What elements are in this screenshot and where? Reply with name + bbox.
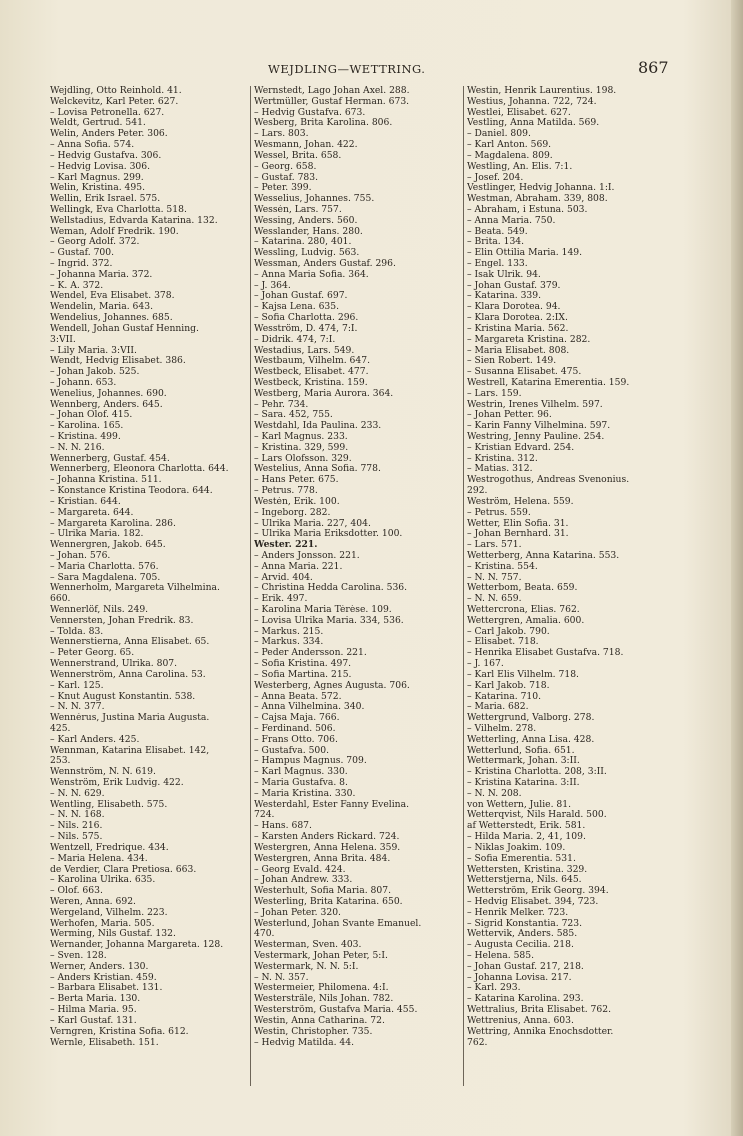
index-entry: Weman, Adolf Fredrik. 190. [50, 226, 179, 237]
index-entry: – Sara Magdalena. 705. [50, 572, 161, 583]
index-entry: – Karl Anton. 569. [467, 140, 552, 151]
index-entry: Westrell, Katarina Emerentia. 159. [467, 377, 630, 388]
index-entry: – Arvid. 404. [254, 572, 313, 583]
index-entry: Weren, Anna. 692. [50, 896, 136, 907]
index-entry: – Kristina. 499. [50, 432, 121, 442]
index-entry: – Lovisa Petronella. 627. [50, 107, 165, 118]
index-entry: – Kristina Katarina. 3:II. [467, 778, 580, 788]
index-entry: Wennergren, Jakob. 645. [50, 540, 166, 551]
index-entry: Wessén, Lars. 757. [254, 204, 342, 215]
index-entry: – Nils. 216. [50, 821, 103, 832]
index-entry: – Hedvig Gustafva. 306. [50, 150, 162, 161]
index-entry: Westerling, Brita Katarina. 650. [254, 896, 403, 907]
index-entry: Wettralius, Brita Elisabet. 762. [467, 1005, 611, 1016]
index-entry: – Karolina. 165. [50, 421, 124, 432]
index-entry: – Karl Magnus. 233. [254, 432, 348, 442]
index-entry: Wettrenius, Anna. 603. [467, 1015, 574, 1026]
index-entry: – Sara. 452, 755. [254, 410, 333, 421]
index-entry: – Karl. 293. [467, 983, 521, 994]
index-entry: – Carl Jakob. 790. [467, 626, 550, 637]
index-entry: Westman, Abraham. 339, 808. [467, 194, 608, 205]
index-entry: – Tolda. 83. [50, 626, 104, 637]
index-entry: – Georg. 658. [254, 161, 317, 172]
index-entry: – Anna Sofia. 574. [50, 140, 135, 151]
index-entry: af Wetterstedt, Erik. 581. [467, 821, 586, 832]
index-entry: Werner, Anders. 130. [50, 961, 149, 972]
index-entry: Vestlinger, Hedvig Johanna. 1:I. [467, 183, 615, 194]
index-entry: – Katarina. 339. [467, 291, 542, 302]
index-entry: Westbaum, Vilhelm. 647. [254, 356, 371, 367]
index-entry: Westerberg, Agnes Augusta. 706. [254, 680, 410, 691]
index-entry: Vestermark, Johan Peter, 5:I. [254, 951, 388, 961]
index-entry: Wernstedt, Lago Johan Axel. 288. [254, 86, 410, 96]
index-entry: – Markus. 215. [254, 626, 324, 637]
index-entry: – Johan Gustaf. 217, 218. [467, 961, 584, 972]
index-entry: – N. N. 659. [467, 594, 522, 605]
index-entry: Westergren, Anna Brita. 484. [254, 853, 391, 864]
index-entry: Wettervik, Anders. 585. [467, 929, 578, 940]
index-entry: Wennerholm, Margareta Vilhelmina. [50, 583, 220, 594]
index-entry: Wetterqvist, Nils Harald. 500. [467, 810, 607, 821]
index-entry: – Petrus. 559. [467, 507, 531, 518]
index-entry: Westermark, N. N. 5:I. [254, 961, 359, 972]
index-entry: – Knut August Konstantin. 538. [50, 691, 196, 702]
index-entry: – Hedvig Gustafva. 673. [254, 107, 366, 118]
index-entry: – Lars. 803. [254, 129, 309, 140]
column-divider-2 [463, 86, 464, 1086]
index-entry: Wellin, Erik Israel. 575. [50, 194, 161, 205]
index-entry: – Vilhelm. 278. [467, 723, 537, 734]
index-entry: Westerström, Gustafva Maria. 455. [254, 1005, 418, 1016]
index-entry: – Didrik. 474, 7:I. [254, 334, 336, 345]
index-entry: Westberg, Maria Aurora. 364. [254, 388, 394, 399]
index-entry: – Karin Fanny Vilhelmina. 597. [467, 421, 611, 432]
index-entry: Wendelin, Maria. 643. [50, 302, 153, 313]
index-entry: Westerdahl, Ester Fanny Evelina. [254, 799, 409, 810]
index-entry: – Ferdinand. 506. [254, 723, 336, 734]
index-entry: Wetter, Elin Sofia. 31. [467, 518, 569, 529]
index-entry: – N. N. 357. [254, 972, 309, 983]
index-entry: – Hedvig Matilda. 44. [254, 1037, 355, 1048]
index-entry: Wester. 221. [254, 540, 318, 551]
index-entry: – Ulrika Maria. 227, 404. [254, 518, 371, 529]
index-entry: 762. [467, 1037, 488, 1048]
index-entry: – Sofia Charlotta. 296. [254, 313, 359, 324]
index-entry: – Lars Olofsson. 329. [254, 453, 352, 464]
index-entry: – Konstance Kristina Teodora. 644. [50, 486, 213, 497]
index-entry: – Christina Hedda Carolina. 536. [254, 583, 408, 594]
index-entry: Wetterling, Anna Lisa. 428. [467, 734, 595, 745]
index-entry: – Abraham, i Estuna. 503. [467, 204, 588, 215]
index-entry: Wendelius, Johannes. 685. [50, 313, 173, 324]
index-entry: – Hedvig Lovisa. 306. [50, 161, 151, 172]
index-entry: Wettercrona, Elias. 762. [467, 605, 580, 615]
index-entry: – Maria Kristina. 330. [254, 788, 356, 799]
index-entry: – Karl Elis Vilhelm. 718. [467, 669, 579, 680]
index-entry: Wetterström, Erik Georg. 394. [467, 886, 609, 897]
index-entry: 425. [50, 723, 71, 734]
index-entry: Westlei, Elisabet. 627. [467, 107, 571, 118]
index-entry: Wessing, Anders. 560. [254, 215, 358, 226]
index-entry: – Hilma Maria. 95. [50, 1005, 137, 1016]
index-entry: – Johan. 576. [50, 550, 111, 561]
index-entry: 724. [254, 810, 275, 821]
index-entry: – Berta Maria. 130. [50, 994, 141, 1005]
index-entry: – Elin Ottilia Maria. 149. [467, 248, 583, 259]
index-entry: Wettermark, Johan. 3:II. [467, 756, 580, 767]
running-header-title: WEJDLING—WETTRING. [268, 62, 426, 76]
index-entry: – Kristina Charlotta. 208, 3:II. [467, 767, 607, 778]
index-entry: – J. 364. [254, 280, 291, 291]
index-entry: – Georg Adolf. 372. [50, 237, 140, 248]
index-entry: Weström, Helena. 559. [467, 496, 574, 507]
index-entry: – Peter Georg. 65. [50, 648, 135, 659]
index-entry: – Nils. 575. [50, 832, 103, 843]
index-entry: Wetterstjerna, Nils. 645. [467, 875, 582, 886]
index-entry: – Lily Maria. 3:VII. [50, 345, 137, 356]
index-entry: Wesselius, Johannes. 755. [254, 194, 375, 205]
index-entry: Westling, An. Elis. 7:1. [467, 161, 573, 172]
index-entry: – Ulrika Maria. 182. [50, 529, 144, 540]
index-entry: – Maria Elisabet. 808. [467, 345, 570, 356]
index-entry: – Gustaf. 783. [254, 172, 319, 183]
page-number: 867 [638, 58, 669, 77]
index-entry: – Kristina Maria. 562. [467, 323, 569, 334]
index-entry: Wennerstierna, Anna Elisabet. 65. [50, 637, 210, 648]
index-entry: – Karl Magnus. 299. [50, 172, 144, 183]
index-entry: – Henrik Melker. 723. [467, 907, 569, 918]
index-entry: – Sven. 128. [50, 951, 107, 961]
index-entry: – Kristina. 554. [467, 561, 538, 572]
index-entry: – K. A. 372. [50, 280, 104, 291]
index-entry: – Cajsa Maja. 766. [254, 713, 340, 724]
index-entry: Westdahl, Ida Paulina. 233. [254, 421, 382, 432]
index-entry: Westén, Erik. 100. [254, 496, 340, 507]
index-entry: – Josef. 204. [467, 172, 524, 183]
index-entry: – Susanna Elisabet. 475. [467, 367, 582, 378]
index-entry: – Margareta Karolina. 286. [50, 518, 176, 529]
index-entry: Wendel, Eva Elisabet. 378. [50, 291, 175, 302]
index-entry: – Johan Olof. 415. [50, 410, 133, 421]
index-entry: – Lars. 159. [467, 388, 522, 399]
index-entry: Wellstadius, Edvarda Katarina. 132. [50, 215, 218, 226]
index-entry: – Erik. 497. [254, 594, 308, 605]
index-entry: – Johanna Lovisa. 217. [467, 972, 572, 983]
index-entry: – N. N. 208. [467, 788, 522, 799]
index-entry: – Maria Helena. 434. [50, 853, 148, 864]
index-entry: Westersträle, Nils Johan. 782. [254, 994, 394, 1005]
index-entry: – Henrika Elisabet Gustafva. 718. [467, 648, 624, 659]
index-entry: – Johanna Kristina. 511. [50, 475, 162, 486]
index-entry: Wesström, D. 474, 7:I. [254, 323, 358, 334]
index-entry: Wernander, Johanna Margareta. 128. [50, 940, 224, 951]
index-entry: Wessman, Anders Gustaf. 296. [254, 259, 396, 269]
index-entry: – Barbara Elisabet. 131. [50, 983, 163, 994]
index-entry: Wennman, Katarina Elisabet. 142, [50, 745, 210, 756]
index-entry: Welin, Kristina. 495. [50, 183, 145, 194]
index-entry: Weldt, Gertrud. 541. [50, 118, 146, 129]
index-entry: Wenelius, Johannes. 690. [50, 388, 167, 399]
index-entry: Westerlund, Johan Svante Emanuel. [254, 918, 422, 929]
index-entry: Westerhult, Sofia Maria. 807. [254, 886, 392, 897]
index-entry: Westrogothus, Andreas Svenonius. [467, 475, 630, 486]
index-entry: – Petrus. 778. [254, 486, 318, 497]
index-entry: – Lovisa Ulrika Maria. 334, 536. [254, 615, 404, 626]
index-entry: – Olof. 663. [50, 886, 103, 897]
index-entry: – N. N. 757. [467, 572, 522, 583]
index-entry: Wejdling, Otto Reinhold. 41. [50, 86, 182, 96]
index-entry: Westerman, Sven. 403. [254, 940, 362, 951]
index-entry: Westelius, Anna Sofia. 778. [254, 464, 381, 475]
index-entry: Wettring, Annika Enochsdotter. [467, 1026, 614, 1037]
index-entry: Wennström, N. N. 619. [50, 767, 156, 778]
index-entry: – Klara Dorotea. 94. [467, 302, 561, 313]
index-entry: – Sofia Martina. 215. [254, 669, 352, 680]
page-spine-shadow [731, 0, 743, 1136]
index-entry: – Maria. 682. [467, 702, 529, 713]
index-entry: Wettergren, Amalia. 600. [467, 615, 585, 626]
index-entry: – Katarina Karolina. 293. [467, 994, 584, 1005]
index-entry: – Margareta. 644. [50, 507, 134, 518]
index-entry: Westadius, Lars. 549. [254, 345, 355, 356]
index-entry: Wesmann, Johan. 422. [254, 140, 358, 151]
index-entry: – Daniel. 809. [467, 129, 531, 140]
index-entry: – Karl. 125. [50, 680, 104, 691]
index-entry: Wettersten, Kristina. 329. [467, 864, 588, 875]
index-entry: – Katarina. 280, 401. [254, 237, 352, 248]
index-entry: – Ingrid. 372. [50, 259, 113, 269]
index-entry: – Sofia Kristina. 497. [254, 659, 352, 670]
index-entry: – Karl Magnus. 330. [254, 767, 348, 778]
index-entry: – Engel. 133. [467, 259, 528, 269]
index-entry: Verngren, Kristina Sofia. 612. [50, 1026, 189, 1037]
index-entry: Westrin, Irenes Vilhelm. 597. [467, 399, 603, 410]
index-entry: – Kristian. 644. [50, 496, 121, 507]
index-entry: – J. 167. [467, 659, 504, 670]
index-entry: – Ingeborg. 282. [254, 507, 331, 518]
index-entry: Werhofen, Maria. 505. [50, 918, 155, 929]
index-entry: – Peder Andersson. 221. [254, 648, 367, 659]
index-entry: Vennersten, Johan Fredrik. 83. [50, 615, 194, 626]
index-entry: Wetterberg, Anna Katarina. 553. [467, 550, 620, 561]
index-entry: – Anna Maria. 221. [254, 561, 343, 572]
index-entry: – Karl Jakob. 718. [467, 680, 550, 691]
index-entry: Wesslander, Hans. 280. [254, 226, 363, 237]
index-entry: Wessling, Ludvig. 563. [254, 248, 360, 259]
index-entry: – Lars. 571. [467, 540, 522, 551]
index-entry: 292. [467, 486, 488, 497]
index-entry: Westin, Anna Catharina. 72. [254, 1015, 385, 1026]
index-entry: – Johan Gustaf. 697. [254, 291, 348, 302]
index-entry: Westius, Johanna. 722, 724. [467, 96, 597, 107]
index-entry: – N. N. 629. [50, 788, 105, 799]
index-entry: – Johan Petter. 96. [467, 410, 552, 421]
index-entry: – Niklas Joakim. 109. [467, 842, 566, 853]
index-entry: – Magdalena. 809. [467, 150, 553, 161]
index-entry: – Elisabet. 718. [467, 637, 539, 648]
index-entry: Welin, Anders Peter. 306. [50, 129, 168, 140]
index-entry: – Hans. 687. [254, 821, 312, 832]
index-entry: – Anna Vilhelmina. 340. [254, 702, 365, 713]
index-entry: – Anna Beata. 572. [254, 691, 342, 702]
index-entry: – Sofia Emerentia. 531. [467, 853, 576, 864]
index-entry: – Hampus Magnus. 709. [254, 756, 367, 767]
index-entry: de Verdier, Clara Pretiosa. 663. [50, 864, 197, 875]
index-entry: Westin, Henrik Laurentius. 198. [467, 86, 617, 96]
index-entry: – Karolina Maria Térèse. 109. [254, 605, 392, 615]
index-entry: Westring, Jenny Pauline. 254. [467, 432, 605, 442]
index-entry: – Maria Charlotta. 576. [50, 561, 159, 572]
index-column-3 [467, 86, 667, 1048]
index-entry: Wennérus, Justina Maria Augusta. [50, 713, 210, 724]
index-entry: – Margareta Kristina. 282. [467, 334, 591, 345]
index-entry: von Wettern, Julie. 81. [467, 799, 572, 810]
column-divider-1 [250, 86, 251, 1086]
index-entry: Wennerlöf, Nils. 249. [50, 605, 149, 615]
index-entry: – Hilda Maria. 2, 41, 109. [467, 832, 586, 843]
index-entry: Wergeland, Vilhelm. 223. [50, 907, 168, 918]
index-entry: – Karl Gustaf. 131. [50, 1015, 137, 1026]
index-entry: – Kristina. 329, 599. [254, 442, 349, 453]
index-entry: Wellingk, Eva Charlotta. 518. [50, 204, 187, 215]
index-entry: – Brita. 134. [467, 237, 525, 248]
index-entry: – Johann. 653. [50, 377, 117, 388]
index-entry: Westergren, Anna Helena. 359. [254, 842, 401, 853]
index-entry: Wetterbom, Beata. 659. [467, 583, 578, 594]
index-entry: Wernle, Elisabeth. 151. [50, 1037, 159, 1048]
index-entry: Wettergrund, Valborg. 278. [467, 713, 595, 724]
index-entry: – Kajsa Lena. 635. [254, 302, 340, 313]
index-entry: – N. N. 168. [50, 810, 105, 821]
index-entry: – Kristian Edvard. 254. [467, 442, 575, 453]
index-entry: – Isak Ulrik. 94. [467, 269, 541, 280]
index-entry: Wennerberg, Eleonora Charlotta. 644. [50, 464, 229, 475]
index-entry: – Johan Gustaf. 379. [467, 280, 561, 291]
index-entry: – Augusta Cecilia. 218. [467, 940, 574, 951]
index-entry: – Johanna Maria. 372. [50, 269, 153, 280]
index-entry: – Anna Maria Sofia. 364. [254, 269, 369, 280]
index-entry: – Georg Evald. 424. [254, 864, 346, 875]
index-entry: Wessel, Brita. 658. [254, 150, 342, 161]
index-entry: – Kristina. 312. [467, 453, 538, 464]
index-entry: Werming, Nils Gustaf. 132. [50, 929, 176, 940]
index-entry: – Helena. 585. [467, 951, 535, 961]
index-column-2 [254, 86, 461, 1048]
index-entry: – Anna Maria. 750. [467, 215, 556, 226]
index-entry: – Peter. 399. [254, 183, 312, 194]
index-entry: – Johan Jakob. 525. [50, 367, 140, 378]
index-entry: Vestling, Anna Matilda. 569. [467, 118, 600, 129]
index-entry: – Sigrid Konstantia. 723. [467, 918, 583, 929]
index-entry: Wennberg, Anders. 645. [50, 399, 163, 410]
index-entry: – Johan Peter. 320. [254, 907, 341, 918]
index-entry: – Anders Jonsson. 221. [254, 550, 360, 561]
index-entry: – Sien Robert. 149. [467, 356, 557, 367]
index-entry: Wertmüller, Gustaf Herman. 673. [254, 96, 410, 107]
index-entry: Welckevitz, Karl Peter. 627. [50, 96, 179, 107]
index-entry: – Maria Gustafva. 8. [254, 778, 348, 788]
index-entry: 253. [50, 756, 71, 767]
index-entry: – Beata. 549. [467, 226, 528, 237]
index-entry: – Hedvig Elisabet. 394, 723. [467, 896, 599, 907]
index-entry: Wesberg, Brita Karolina. 806. [254, 118, 393, 129]
index-entry: Westin, Christopher. 735. [254, 1026, 373, 1037]
index-entry: – Katarina. 710. [467, 691, 542, 702]
index-entry: – Karsten Anders Rickard. 724. [254, 832, 400, 843]
index-entry: – Klara Dorotea. 2:IX. [467, 313, 568, 324]
index-entry: – N. N. 216. [50, 442, 105, 453]
index-entry: – Karolina Ulrika. 635. [50, 875, 156, 886]
index-entry: – Karl Anders. 425. [50, 734, 140, 745]
index-entry: Wetterlund, Sofia. 651. [467, 745, 575, 756]
index-entry: Wenström, Erik Ludvig. 422. [50, 778, 184, 788]
index-entry: 660. [50, 594, 71, 605]
index-entry: Westbeck, Elisabet. 477. [254, 367, 369, 378]
index-entry: – Gustafva. 500. [254, 745, 330, 756]
index-entry: Westbeck, Kristina. 159. [254, 377, 368, 388]
index-entry: Wendt, Hedvig Elisabet. 386. [50, 356, 186, 367]
index-entry: – Johan Bernhard. 31. [467, 529, 569, 540]
index-entry: – Pehr. 734. [254, 399, 309, 410]
index-entry: – Gustaf. 700. [50, 248, 115, 259]
index-entry: Wennerberg, Gustaf. 454. [50, 453, 170, 464]
index-entry: Westermeier, Philomena. 4:I. [254, 983, 389, 994]
index-entry: Wennerstrand, Ulrika. 807. [50, 659, 178, 670]
index-entry: Wentzell, Fredrique. 434. [50, 842, 169, 853]
index-entry: – Matias. 312. [467, 464, 533, 475]
index-entry: – N. N. 377. [50, 702, 105, 713]
index-entry: – Hans Peter. 675. [254, 475, 339, 486]
index-entry: 3:VII. [50, 334, 76, 345]
index-entry: – Anders Kristian. 459. [50, 972, 157, 983]
index-entry: – Johan Andrew. 333. [254, 875, 353, 886]
index-entry: Wendell, Johan Gustaf Henning. [50, 323, 199, 334]
index-entry: – Markus. 334. [254, 637, 324, 648]
index-entry: – Ulrika Maria Eriksdotter. 100. [254, 529, 403, 540]
index-column-1 [50, 86, 248, 1048]
index-entry: – Frans Otto. 706. [254, 734, 338, 745]
index-entry: Wentling, Elisabeth. 575. [50, 799, 168, 810]
index-entry: Wennerström, Anna Carolina. 53. [50, 669, 206, 680]
index-entry: 470. [254, 929, 275, 940]
